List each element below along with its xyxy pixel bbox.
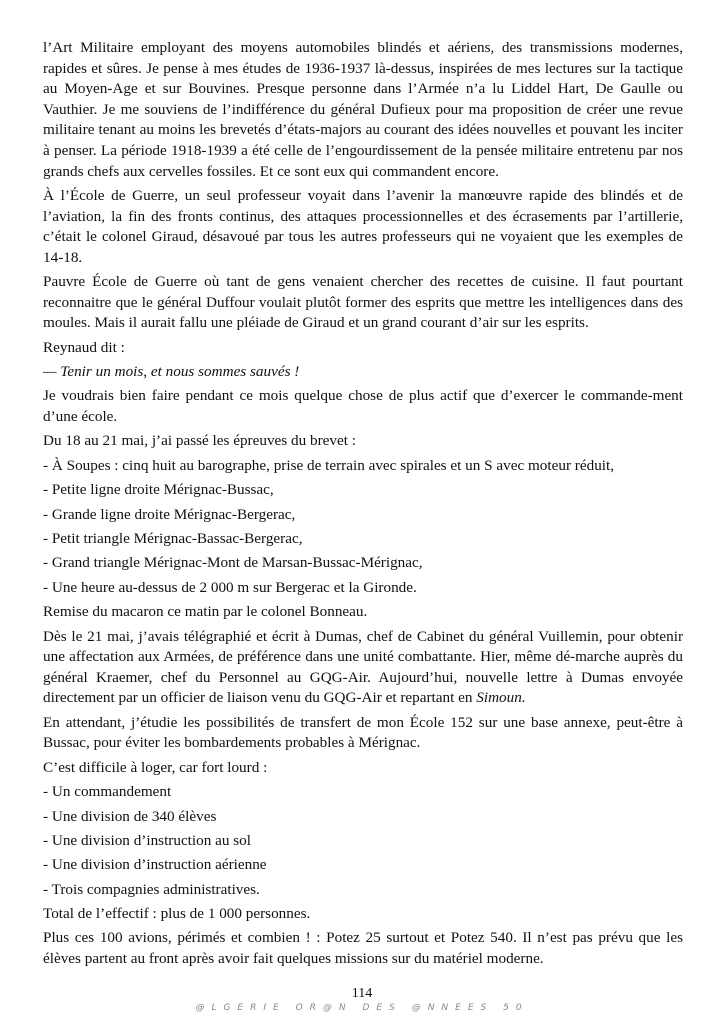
paragraph: Pauvre École de Guerre où tant de gens venaient chercher des recettes de cuisine. Il faut pourtant reconnaitre que le général Duffour voulait plutôt former des esprits que mettre les intelligences dans des moules. Mais il aurait fallu une pléiade de Giraud et un grand courant d’air sur les esprits. <box>43 273 683 332</box>
paragraph: À l’École de Guerre, un seul professeur voyait dans l’avenir la manœuvre rapide des blindés et de l’aviation, la fin des fronts continus, des attaques processionnelles et des écrasements par l’artillerie, c’était le colonel Giraud, désavoué par tous les autres professeurs qui ne voyaient que les exemples de 14-18. <box>43 186 683 266</box>
list-item: - Trois compagnies administratives. <box>43 880 260 898</box>
footer-watermark: @LGERIE OR@N DES @NNEES 50 <box>195 1003 529 1013</box>
quote-paragraph: — Tenir un mois, et nous sommes sauvés ! <box>43 363 300 381</box>
list-item: - Grand triangle Mérignac-Mont de Marsan-Bussac-Mérignac, <box>43 554 423 572</box>
paragraph: l’Art Militaire employant des moyens automobiles blindés et aériens, des transmissions modernes, rapides et sûres. Je pense à mes études de 1936-1937 là-dessus, inspirées de mes lectures sur la tactique au Moyen-Age et sur Bouvines. Presque personne dans l’Armée n’a lu Liddel Hart, De Gaulle ou Vauthier. Je me souviens de l’indifférence du général Dufieux pour ma proposition de créer une revue militaire tenant au moins les brevetés d’états-majors au courant des idées nouvelles et pouvant les inciter à penser. La période 1918-1939 a été celle de l’engourdissement de la pensée militaire entretenu par nos grands chefs aux cervelles fossiles. Et ce sont eux qui commandent encore. <box>43 39 683 180</box>
paragraph: Total de l’effectif : plus de 1 000 personnes. <box>43 905 311 923</box>
aircraft-name-italic: Simoun. <box>476 689 526 707</box>
paragraph <box>43 627 683 709</box>
paragraph: Du 18 au 21 mai, j’ai passé les épreuves du brevet : <box>43 432 356 450</box>
list-item: - Grande ligne droite Mérignac-Bergerac, <box>43 505 296 523</box>
list-item: - Une division d’instruction au sol <box>43 831 251 849</box>
page-number: 114 <box>351 986 373 1001</box>
list-item: - Petite ligne droite Mérignac-Bussac, <box>43 481 274 499</box>
paragraph: En attendant, j’étudie les possibilités de transfert de mon École 152 sur une base annexe, peut-être à Bussac, pour éviter les bombardements probables à Mérignac. <box>43 713 683 752</box>
list-item: - Une heure au-dessus de 2 000 m sur Bergerac et la Gironde. <box>43 578 417 596</box>
paragraph: Je voudrais bien faire pendant ce mois quelque chose de plus actif que d’exercer le commande-ment d’une école. <box>43 387 683 426</box>
list-item: - Une division de 340 élèves <box>43 807 217 825</box>
list-item: - Petit triangle Mérignac-Bassac-Bergerac, <box>43 530 303 548</box>
list-item: - Une division d’instruction aérienne <box>43 856 267 874</box>
paragraph: Reynaud dit : <box>43 338 125 356</box>
paragraph-text: Dès le 21 mai, j’avais télégraphié et écrit à Dumas, chef de Cabinet du général Vuillemin, pour obtenir une affectation aux Armées, de préférence dans une unité combattante. Hier, même dé-marche auprès du général Kraemer, chef du Personnel au GQG-Air. Aujourd’hui, nouvelle lettre à Dumas envoyée directement par un officier de liaison venu du GQG-Air et repartant en <box>43 627 683 707</box>
paragraph: Plus ces 100 avions, périmés et combien ! : Potez 25 surtout et Potez 540. Il n’est pas prévu que les élèves partent au front après avoir fait quelques missions sur du matériel moderne. <box>43 929 683 968</box>
paragraph: Remise du macaron ce matin par le colonel Bonneau. <box>43 603 368 621</box>
list-item: - Un commandement <box>43 783 172 801</box>
paragraph: C’est difficile à loger, car fort lourd : <box>43 758 268 776</box>
page-body <box>43 38 683 973</box>
list-item: - À Soupes : cinq huit au barographe, prise de terrain avec spirales et un S avec moteur réduit, <box>43 456 615 474</box>
